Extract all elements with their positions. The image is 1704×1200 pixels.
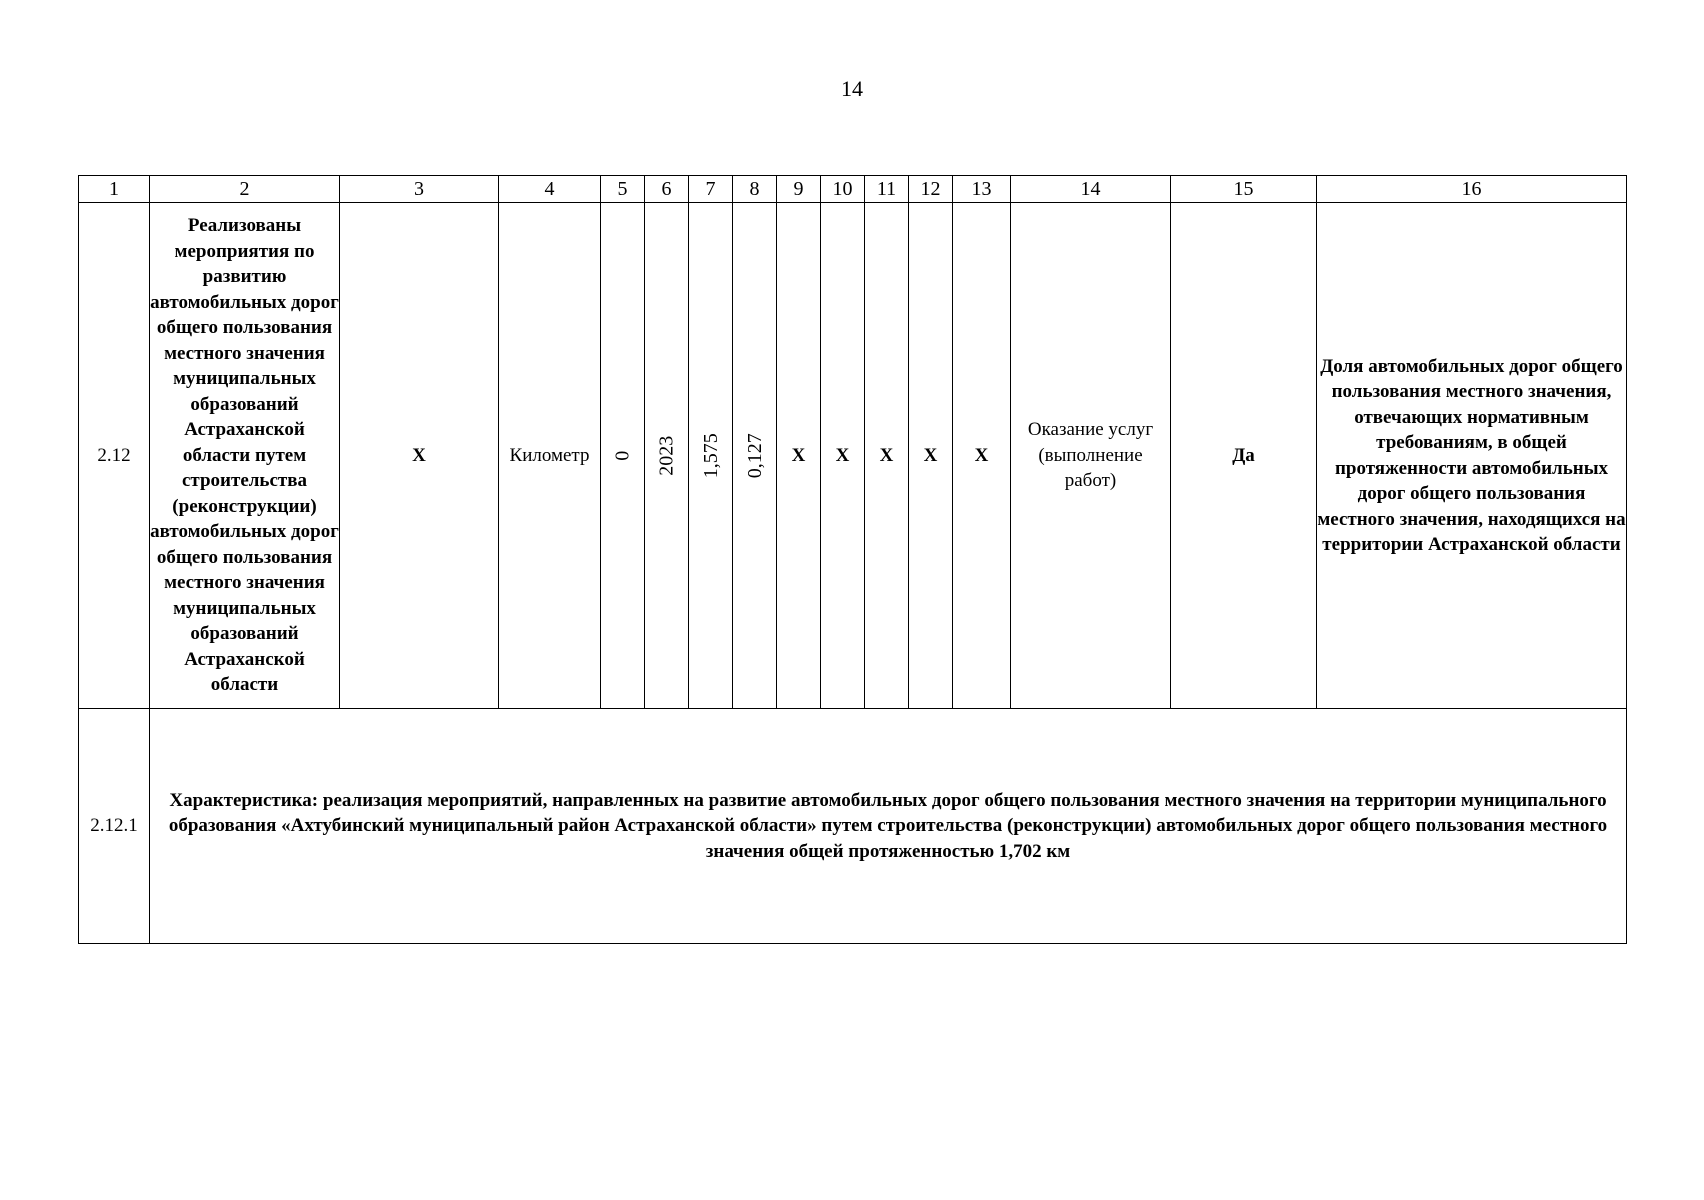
data-table <box>78 175 1627 944</box>
cell-col6-value: 2023 <box>654 435 677 476</box>
header-cell: 7 <box>689 176 733 203</box>
header-cell: 8 <box>733 176 777 203</box>
sub-row-number: 2.12.1 <box>79 709 150 944</box>
header-cell: 3 <box>340 176 499 203</box>
page-number: 14 <box>841 76 863 101</box>
type-cell: Оказание услуг (выполнение работ) <box>1011 203 1171 709</box>
table-header-row <box>79 176 1627 203</box>
header-cell: 14 <box>1011 176 1171 203</box>
characteristic-row <box>79 709 1627 944</box>
cell-col6 <box>645 203 689 709</box>
cell-col10: X <box>821 203 865 709</box>
cell-col8 <box>733 203 777 709</box>
cell-col12: X <box>909 203 953 709</box>
characteristic-text: Характеристика: реализация мероприятий, направленных на развитие автомобильных дорог общего пользования местного значения на территории муниципального образования «Ахтубинский муниципальный район Астраханской области» путем строительства (реконструкции) автомобильных дорог общего пользования местного значения общей протяженностью 1,702 км <box>150 709 1627 944</box>
header-cell: 6 <box>645 176 689 203</box>
unit-cell: Километр <box>499 203 601 709</box>
cell-col3: X <box>340 203 499 709</box>
cell-col8-value: 0,127 <box>743 433 766 478</box>
header-cell: 11 <box>865 176 909 203</box>
header-cell: 10 <box>821 176 865 203</box>
row-number: 2.12 <box>79 203 150 709</box>
header-cell: 13 <box>953 176 1011 203</box>
header-cell: 12 <box>909 176 953 203</box>
cell-col5 <box>601 203 645 709</box>
cell-col9: X <box>777 203 821 709</box>
cell-col11: X <box>865 203 909 709</box>
cell-col7-value: 1,575 <box>699 433 722 478</box>
header-cell: 16 <box>1317 176 1627 203</box>
cell-col5-value: 0 <box>610 450 633 461</box>
header-cell: 5 <box>601 176 645 203</box>
table-row <box>79 203 1627 709</box>
header-cell: 4 <box>499 176 601 203</box>
header-cell: 9 <box>777 176 821 203</box>
cell-col7 <box>689 203 733 709</box>
header-cell: 15 <box>1171 176 1317 203</box>
indicator-cell: Доля автомобильных дорог общего пользования местного значения, отвечающих нормативным требованиям, в общей протяженности автомобильных дорог общего пользования местного значения, находящихся на территории Астраханской области <box>1317 203 1627 709</box>
cell-col15: Да <box>1171 203 1317 709</box>
header-cell: 1 <box>79 176 150 203</box>
cell-col13: X <box>953 203 1011 709</box>
header-cell: 2 <box>150 176 340 203</box>
result-description: Реализованы мероприятия по развитию автомобильных дорог общего пользования местного значения муниципальных образований Астраханской области путем строительства (реконструкции) автомобильных дорог общего пользования местного значения муниципальных образований Астраханской области <box>150 203 340 709</box>
